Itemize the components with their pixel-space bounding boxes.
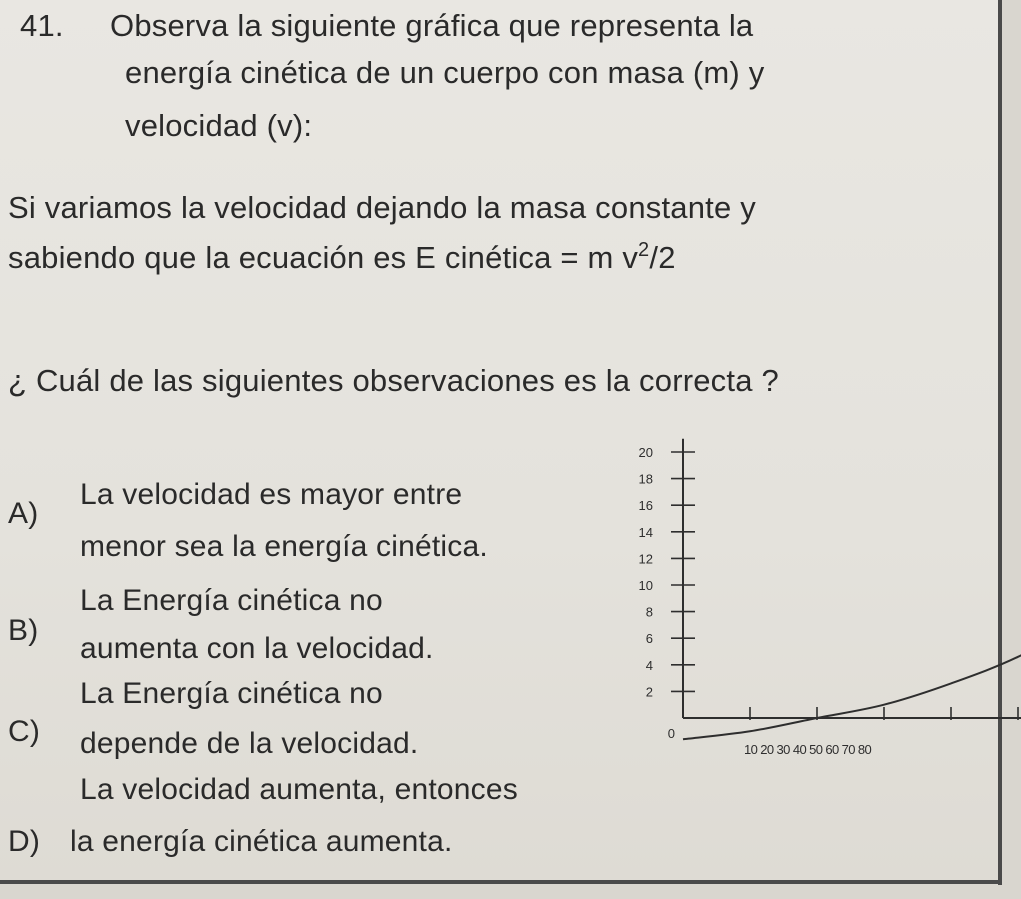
option-d-line-2: la energía cinética aumenta.: [70, 825, 453, 858]
option-c-line-2: depende de la velocidad.: [80, 727, 419, 760]
option-a-line-2: menor sea la energía cinética.: [80, 530, 488, 563]
option-d-line-1: La velocidad aumenta, entonces: [80, 773, 518, 806]
origin-label: 0: [667, 726, 675, 741]
condition-line-1: Si variamos la velocidad dejando la masa constante y: [8, 190, 756, 225]
formula-tail: /2: [649, 240, 676, 275]
chart-series: [683, 439, 1021, 740]
y-tick-label-14: 14: [638, 524, 653, 540]
y-tick-label-20: 20: [638, 445, 653, 460]
y-tick-label-4: 4: [645, 657, 653, 673]
option-a-letter: A): [8, 497, 39, 530]
formula-exponent: 2: [638, 239, 650, 261]
chart-ticks: [671, 452, 1021, 720]
option-b-line-2: aumenta con la velocidad.: [80, 632, 434, 665]
y-tick-label-6: 6: [645, 631, 653, 647]
option-c-letter: C): [8, 715, 41, 748]
intro-line-2: energía cinética de un cuerpo con masa (m) y: [125, 55, 765, 90]
chart-labels: [639, 445, 1021, 757]
y-tick-label-10: 10: [638, 578, 653, 593]
y-tick-label-8: 8: [645, 604, 653, 620]
option-b-line-1: La Energía cinética no: [80, 584, 383, 617]
formula-text: sabiendo que la ecuación es E cinética = m v: [8, 240, 639, 275]
y-tick-label-18: 18: [638, 471, 653, 487]
option-b-letter: B): [8, 614, 39, 647]
x-tick-labels: 10 20 30 40 50 60 70 80: [744, 742, 872, 757]
y-tick-label-16: 16: [638, 498, 653, 514]
series-line-0: [683, 439, 1021, 740]
y-tick-label-12: 12: [638, 551, 653, 567]
option-c-line-1: La Energía cinética no: [80, 677, 383, 710]
intro-line-1: Observa la siguiente gráfica que representa la: [110, 8, 754, 43]
y-tick-label-2: 2: [645, 684, 653, 700]
option-a-line-1: La velocidad es mayor entre: [80, 478, 463, 511]
question-number: 41.: [20, 8, 64, 43]
intro-line-3: velocidad (v):: [125, 108, 313, 143]
question-prompt: ¿ Cuál de las siguientes observaciones es la correcta ?: [8, 363, 779, 398]
option-d-letter: D): [8, 825, 41, 858]
